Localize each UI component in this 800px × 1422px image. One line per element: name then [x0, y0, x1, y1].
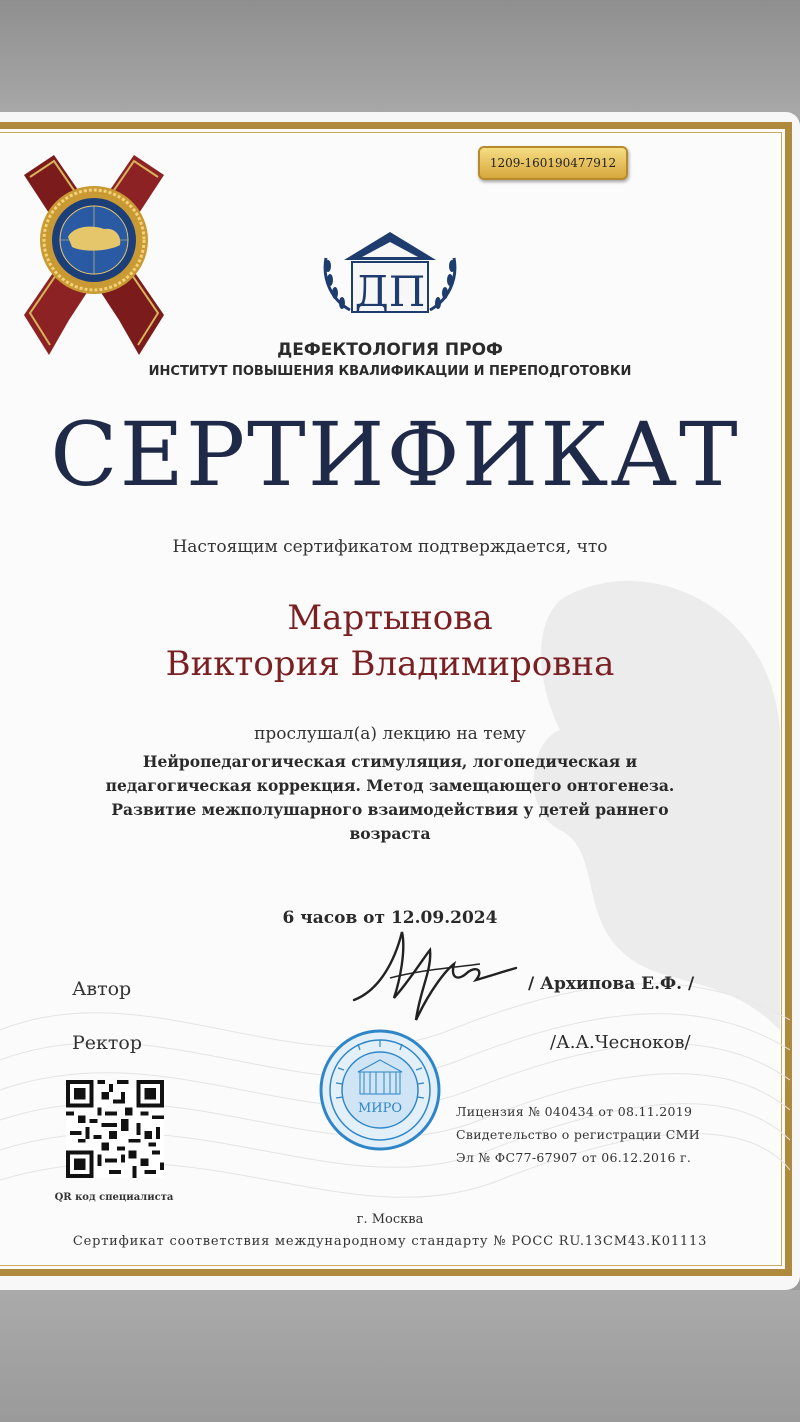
stamp-text: МИРО	[357, 1101, 403, 1116]
media-number-line: Эл № ФС77-67907 от 06.12.2016 г.	[456, 1150, 692, 1165]
city: г. Москва	[356, 1212, 424, 1227]
license-line: Лицензия № 040434 от 08.11.2019	[456, 1104, 693, 1119]
confirmation-text: Настоящим сертификатом подтверждается, что	[172, 537, 608, 557]
logo-letters: ДП	[354, 267, 426, 316]
organization-name: ДЕФЕКТОЛОГИЯ ПРОФ	[277, 340, 503, 360]
registration-number-badge: 1209-160190477912	[478, 146, 628, 180]
listened-text: прослушал(а) лекцию на тему	[254, 724, 526, 744]
recipient-surname: Мартынова	[287, 598, 493, 638]
signature-icon	[350, 920, 520, 1030]
institute-logo-icon	[322, 230, 458, 320]
qr-code-icon	[66, 1080, 164, 1178]
organization-subtitle: ИНСТИТУТ ПОВЫШЕНИЯ КВАЛИФИКАЦИИ И ПЕРЕПОДГОТОВКИ	[148, 364, 632, 379]
topic-line: Нейропедагогическая стимуляция, логопедическая и	[142, 752, 638, 771]
recipient-given-names: Виктория Владимировна	[165, 644, 615, 684]
lecture-topic	[0, 750, 780, 846]
award-ribbon-icon	[24, 155, 169, 355]
qr-caption: QR код специалиста	[54, 1192, 174, 1203]
stamp-seal-icon	[318, 1028, 442, 1152]
background-top	[0, 0, 800, 120]
topic-line: Развитие межполушарного взаимодействия у детей раннего	[111, 800, 669, 819]
author-name: / Архипова Е.Ф. /	[528, 974, 695, 994]
topic-line: возраста	[349, 824, 431, 843]
hours-and-date: 6 часов от 12.09.2024	[282, 908, 498, 928]
certificate-title: СЕРТИФИКАТ	[50, 403, 740, 506]
topic-line: педагогическая коррекция. Метод замещающего онтогенеза.	[105, 776, 675, 795]
rector-label: Ректор	[72, 1032, 143, 1054]
rector-name: /А.А.Чесноков/	[550, 1032, 691, 1053]
standard-compliance-line: Сертификат соответствия международному стандарту № РОСС RU.13СМ43.К01113	[72, 1234, 708, 1249]
author-label: Автор	[72, 978, 132, 1000]
media-registration-line: Свидетельство о регистрации СМИ	[456, 1127, 700, 1142]
background-bottom	[0, 1290, 800, 1422]
